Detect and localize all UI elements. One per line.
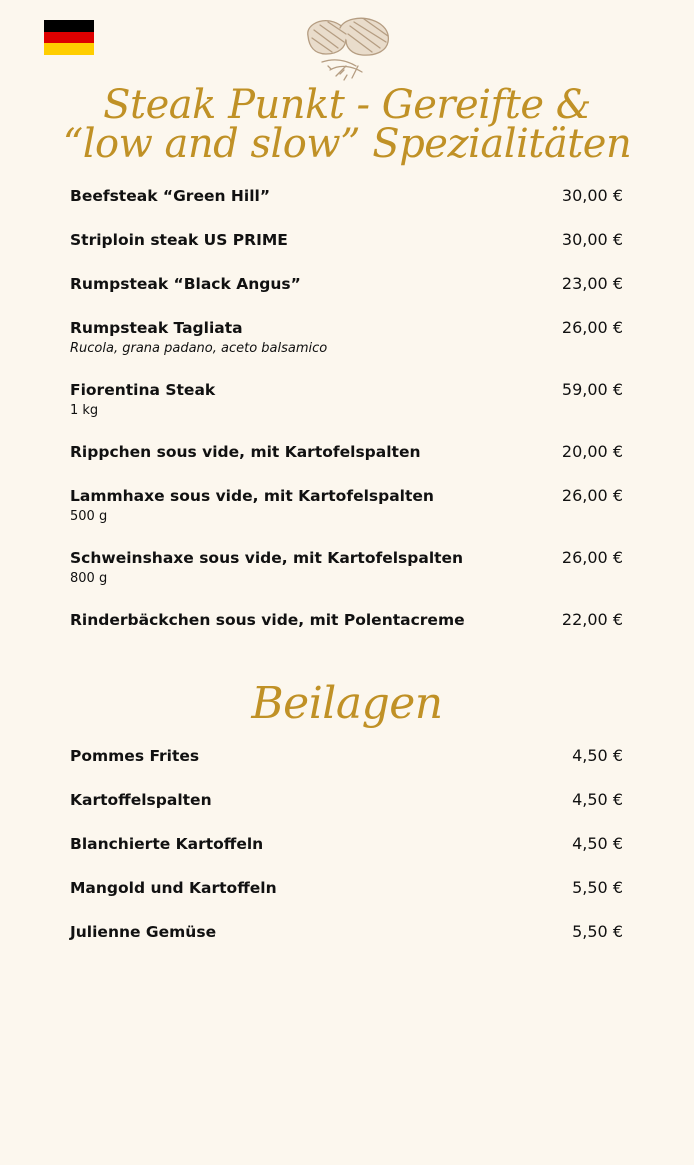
item-price: 30,00 €: [561, 230, 623, 249]
menu-item: [70, 486, 623, 526]
title-line-2: “low and slow” Spezialitäten: [62, 121, 632, 167]
item-price: 4,50 €: [572, 834, 623, 853]
menu-item: [70, 380, 623, 420]
menu-item: [70, 746, 623, 766]
menu-item: [70, 878, 623, 898]
item-note: 800 g: [70, 571, 108, 586]
item-name: Rinderbäckchen sous vide, mit Polentacreme: [70, 611, 465, 629]
item-name: Pommes Frites: [70, 747, 200, 765]
steak-illustration-icon: [300, 14, 394, 86]
german-flag-icon: [44, 20, 94, 55]
item-name: Rumpsteak “Black Angus”: [70, 275, 301, 293]
item-price: 20,00 €: [561, 442, 623, 461]
item-price: 4,50 €: [572, 746, 623, 765]
item-name: Rippchen sous vide, mit Kartofelspalten: [70, 443, 421, 461]
menu-item: [70, 274, 623, 294]
menu-item: [70, 230, 623, 250]
menu-item: [70, 922, 623, 942]
page-title: [0, 82, 694, 167]
item-price: 22,00 €: [561, 610, 623, 629]
item-name: Schweinshaxe sous vide, mit Kartofelspalten: [70, 549, 464, 567]
item-name: Kartoffelspalten: [70, 791, 212, 809]
item-note: 500 g: [70, 509, 108, 524]
item-price: 26,00 €: [561, 486, 623, 505]
item-name: Rumpsteak Tagliata: [70, 319, 243, 337]
item-name: Striploin steak US PRIME: [70, 231, 288, 249]
item-name: Beefsteak “Green Hill”: [70, 187, 271, 205]
item-name: Julienne Gemüse: [70, 923, 217, 941]
menu-item: [70, 442, 623, 462]
item-name: Mangold und Kartoffeln: [70, 879, 277, 897]
menu-item: [70, 186, 623, 206]
item-note: 1 kg: [70, 403, 99, 418]
item-price: 26,00 €: [561, 318, 623, 337]
item-price: 59,00 €: [561, 380, 623, 399]
sides-title: Beilagen: [251, 678, 443, 729]
item-price: 4,50 €: [572, 790, 623, 809]
item-name: Blanchierte Kartoffeln: [70, 835, 264, 853]
item-price: 5,50 €: [572, 878, 623, 897]
item-price: 23,00 €: [561, 274, 623, 293]
menu-item: [70, 834, 623, 854]
item-name: Lammhaxe sous vide, mit Kartofelspalten: [70, 487, 434, 505]
item-name: Fiorentina Steak: [70, 381, 216, 399]
menu-item: [70, 548, 623, 588]
item-price: 26,00 €: [561, 548, 623, 567]
menu-item: [70, 610, 623, 630]
menu-item: [70, 318, 623, 358]
item-price: 30,00 €: [561, 186, 623, 205]
menu-item: [70, 790, 623, 810]
item-price: 5,50 €: [572, 922, 623, 941]
item-note: Rucola, grana padano, aceto balsamico: [70, 341, 328, 356]
title-line-1: Steak Punkt - Gereifte &: [103, 82, 591, 128]
